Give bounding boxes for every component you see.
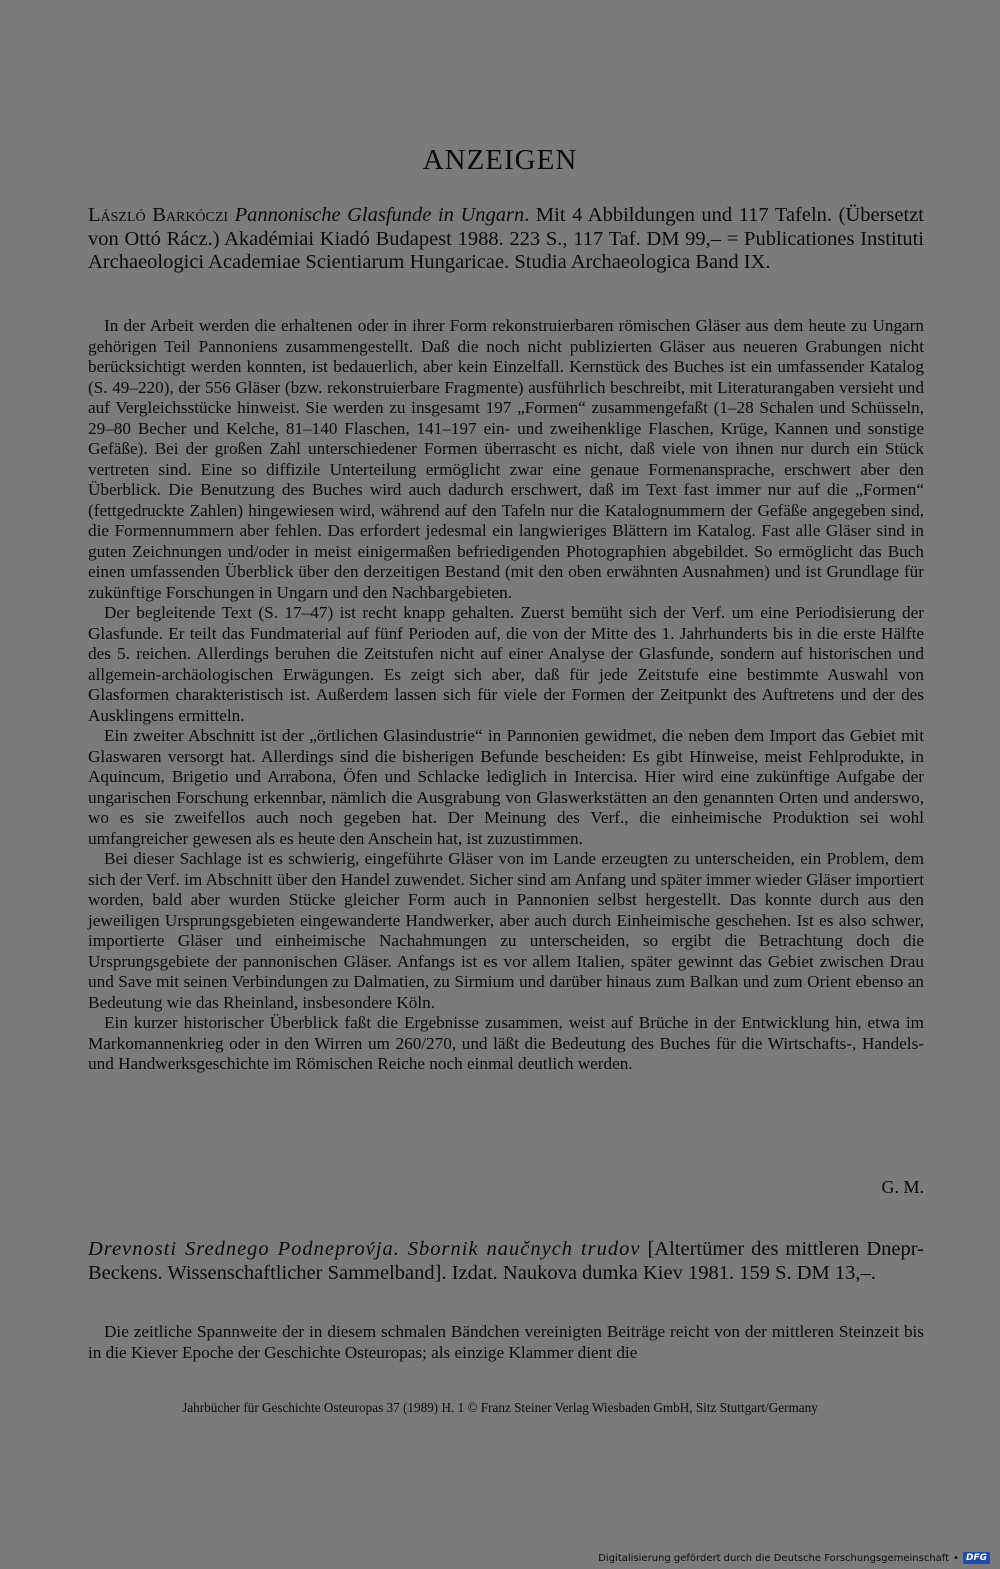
review-1-title: Pannonische Glasfunde in Ungarn (234, 204, 525, 226)
review-1-author: László Barkóczi (88, 204, 229, 226)
review-2-paragraph: Die zeitliche Spannweite der in diesem schmalen Bändchen vereinigten Beiträge reicht von der mittleren Steinzeit bis in die Kiever Epoche der Geschichte Osteuropas; als einzige Klammer dient die (88, 1322, 924, 1362)
review-1-reviewer-initials: G. M. (881, 1177, 924, 1197)
page-footer: Jahrbücher für Geschichte Osteuropas 37 (1989) H. 1 © Franz Steiner Verlag Wiesbaden GmbH, Sitz Stuttgart/Germany (182, 1400, 818, 1415)
review-1-paragraph: In der Arbeit werden die erhaltenen oder in ihrer Form rekonstruierbaren römischen Gläser aus dem heute zu Ungarn gehörigen Teil Pannoniens zusammengestellt. Daß die noch nicht publizierten Gläser aus neueren Grabungen nicht berücksichtigt werden konnten, ist bedauerlich, aber kein Einzelfall. Kernstück des Buches ist ein umfassender Katalog (S. 49–220), der 556 Gläser (bzw. rekonstruierbare Fragmente) ausführlich beschreibt, mit Literaturangaben versieht und auf Vergleichsstücke hinweist. Sie werden zu insgesamt 197 „Formen“ zusammengefaßt (1–28 Schalen und Schüsseln, 29–80 Becher und Kelche, 81–140 Flaschen, 141–197 ein- und zweihenklige Flaschen, Krüge, Kannen und sonstige Gefäße). Bei der großen Zahl unterschiedener Formen überrascht es nicht, daß viele von ihnen nur durch ein Stück vertreten sind. Eine so diffizile Unterteilung ermöglicht zwar eine genaue Formenansprache, erschwert aber den Überblick. Die Benutzung des Buches wird auch dadurch erschwert, daß im Text fast immer nur auf die „Formen“ (fettgedruckte Zahlen) hingewiesen wird, während auf den Tafeln nur die Katalognummern der Gefäße angegeben sind, die Formennummern aber fehlen. Das erfordert jedesmal ein langwieriges Blättern im Katalog. Fast alle Gläser sind in guten Zeichnungen und/oder in meist einigermaßen befriedigenden Photographien abgebildet. So ermöglicht das Buch einen umfassenden Überblick über den derzeitigen Bestand (mit den oben erwähnten Ausnahmen) und ist Grundlage für zukünftige Forschungen in Ungarn und den Nachbargebieten. (88, 316, 924, 602)
review-1-details: . Mit 4 Abbildungen und 117 Tafeln. (Übersetzt von Ottó Rácz.) Akadémiai Kiadó Budapest 1988. 223 S., 117 Taf. DM 99,– = Publicationes Instituti Archaeologici Academiae Scientiarum Hungaricae. Studia Archaeologica Band IX. (88, 204, 924, 273)
dfg-logo: DFG (963, 1552, 990, 1564)
review-1-paragraph: Ein zweiter Abschnitt ist der „örtlichen Glasindustrie“ in Pannonien gewidmet, die neben dem Import das Gebiet mit Glaswaren versorgt hat. Allerdings sind die bisherigen Befunde bescheiden: Es gibt Hinweise, meist Fehlprodukte, in Aquincum, Brigetio und Arrabona, Öfen und Schlacke lediglich in Intercisa. Hier wird eine zukünftige Aufgabe der ungarischen Forschung erkennbar, nämlich die Ausgrabung von Glaswerkstätten an den genannten Orten und anderswo, wo es sie zweifellos auch noch gegeben hat. Der Meinung des Verf., die einheimische Produktion sei wohl umfangreicher gewesen als es heute den Anschein hat, ist zuzustimmen. (88, 726, 924, 848)
review-2-title: Drevnosti Srednego Podneprov́ja. Sbornik naučnych trudov (88, 1238, 641, 1260)
review-1-body (88, 316, 924, 1075)
review-2-details: [Altertümer des mittleren Dnepr-Beckens. Wissenschaftlicher Sammelband]. Izdat. Naukova dumka Kiev 1981. 159 S. DM 13,–. (88, 1238, 924, 1284)
dfg-funding-note (598, 1551, 990, 1565)
page-heading: ANZEIGEN (422, 144, 578, 176)
review-2-bibliographic-header (88, 1238, 924, 1285)
review-1-bibliographic-header (88, 204, 924, 275)
review-1-paragraph: Bei dieser Sachlage ist es schwierig, eingeführte Gläser von im Lande erzeugten zu unterscheiden, ein Problem, dem sich der Verf. im Abschnitt über den Handel zuwendet. Sicher sind am Anfang und später immer wieder Gläser importiert worden, bald aber wurden Stücke gleicher Form auch in Pannonien selbst hergestellt. Das konnte durch aus den jeweiligen Ursprungsgebieten eingewanderte Handwerker, aber auch durch Einheimische geschehen. Ist es also schwer, importierte Gläser und einheimische Nachahmungen zu unterscheiden, so ergibt die Betrachtung doch die Ursprungsgebiete der pannonischen Gläser. Anfangs ist es vor allem Italien, später gewinnt das Gebiet zwischen Drau und Save mit seinen Verbindungen zu Dalmatien, zu Sirmium und darüber hinaus zum Balkan und zum Orient ebenso an Bedeutung wie das Rheinland, insbesondere Köln. (88, 849, 924, 1012)
review-1-paragraph: Ein kurzer historischer Überblick faßt die Ergebnisse zusammen, weist auf Brüche in der Entwicklung hin, etwa im Markomannenkrieg oder in den Wirren um 260/270, und läßt die Bedeutung des Buches für die Wirtschafts-, Handels- und Handwerksgeschichte im Römischen Reiche noch einmal deutlich werden. (88, 1013, 924, 1073)
dfg-funding-text: Digitalisierung gefördert durch die Deutsche Forschungsgemeinschaft (598, 1552, 950, 1564)
review-1-paragraph: Der begleitende Text (S. 17–47) ist recht knapp gehalten. Zuerst bemüht sich der Verf. um eine Periodisierung der Glasfunde. Er teilt das Fundmaterial auf fünf Perioden auf, die von der Mitte des 1. Jahrhunderts bis in die erste Hälfte des 5. reichen. Allerdings beruhen die Zeitstufen nicht auf einer Analyse der Glasfunde, sondern auf historischen und allgemein-archäologischen Erwägungen. Es zeigt sich aber, daß für jede Zeitstufe eine bestimmte Auswahl von Glasformen charakteristisch ist. Außerdem lassen sich für viele der Formen der Zeitpunkt des Auftretens und der des Ausklingens ermitteln. (88, 603, 924, 725)
review-2-body (88, 1322, 924, 1363)
dfg-separator: • (953, 1552, 959, 1564)
